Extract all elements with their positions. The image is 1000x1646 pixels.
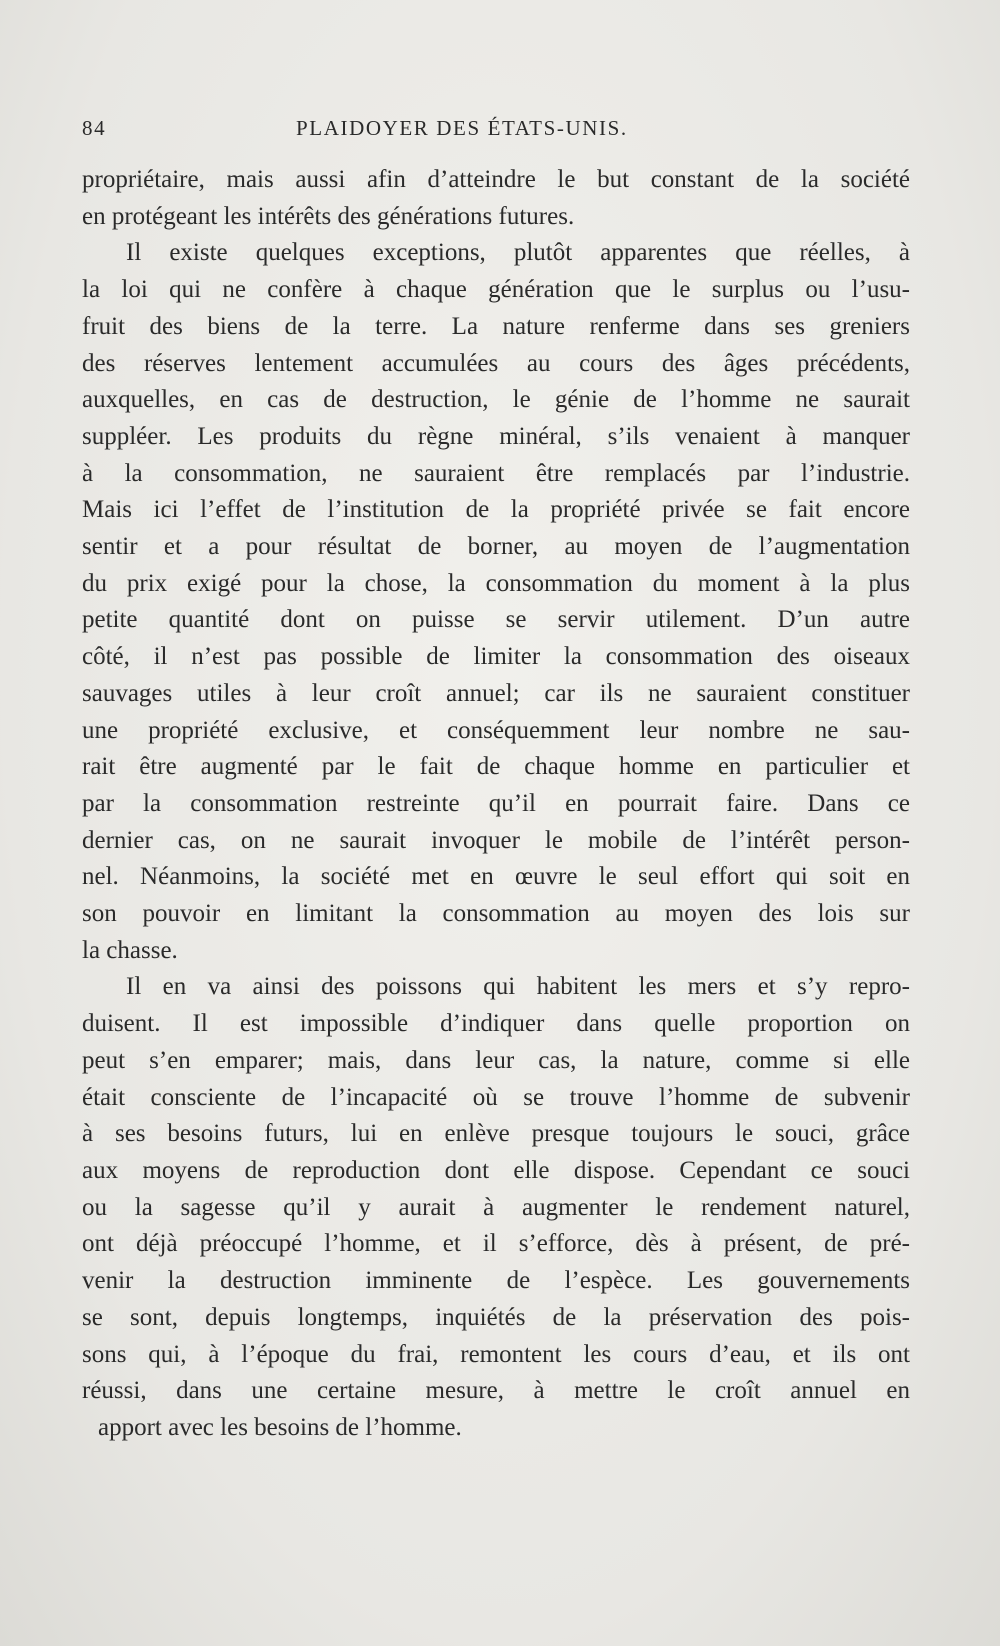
text-line: se sont, depuis longtemps, inquiétés de la préservation des pois- — [82, 1303, 910, 1331]
text-line: fruit des biens de la terre. La nature renferme dans ses greniers — [82, 312, 910, 340]
text-line: son pouvoir en limitant la consommation au moyen des lois sur — [82, 900, 910, 928]
text-line: ont déjà préoccupé l’homme, et il s’efforce, dès à présent, de pré- — [82, 1230, 910, 1258]
text-line: suppléer. Les produits du règne minéral, s’ils venaient à manquer — [82, 422, 910, 450]
text-line: venir la destruction imminente de l’espèce. Les gouvernements — [82, 1267, 910, 1295]
text-line: était consciente de l’incapacité où se trouve l’homme de subvenir — [82, 1083, 910, 1111]
text-line: auxquelles, en cas de destruction, le génie de l’homme ne saurait — [82, 386, 910, 414]
text-line: des réserves lentement accumulées au cours des âges précédents, — [82, 349, 910, 377]
paragraph-1 — [82, 162, 910, 235]
text-line: la loi qui ne confère à chaque génération que le surplus ou l’usu- — [82, 276, 910, 304]
paragraph-3 — [82, 969, 910, 1446]
text-line: peut s’en emparer; mais, dans leur cas, la nature, comme si elle — [82, 1046, 910, 1074]
text-line: par la consommation restreinte qu’il en pourrait faire. Dans ce — [82, 789, 910, 817]
text-line: rait être augmenté par le fait de chaque homme en particulier et — [82, 753, 910, 781]
page-number: 84 — [82, 116, 107, 140]
text-line: en protégeant les intérêts des générations futures. — [82, 202, 575, 230]
running-head — [82, 116, 910, 144]
text-line: sauvages utiles à leur croît annuel; car ils ne sauraient constituer — [82, 679, 910, 707]
text-line: à ses besoins futurs, lui en enlève presque toujours le souci, grâce — [82, 1120, 910, 1148]
text-line: Il en va ainsi des poissons qui habitent les mers et s’y repro- — [126, 973, 910, 1001]
text-line: côté, il n’est pas possible de limiter la consommation des oiseaux — [82, 643, 910, 671]
body-text — [82, 162, 910, 1447]
text-line: petite quantité dont on puisse se servir utilement. D’un autre — [82, 606, 910, 634]
text-line: duisent. Il est impossible d’indiquer dans quelle proportion on — [82, 1010, 910, 1038]
text-line: une propriété exclusive, et conséquemment leur nombre ne sau- — [82, 716, 910, 744]
text-line: ou la sagesse qu’il y aurait à augmenter le rendement naturel, — [82, 1193, 910, 1221]
text-line: nel. Néanmoins, la société met en œuvre le seul effort qui soit en — [82, 863, 910, 891]
text-line: Il existe quelques exceptions, plutôt apparentes que réelles, à — [126, 239, 910, 267]
text-line: Mais ici l’effet de l’institution de la propriété privée se fait encore — [82, 496, 910, 524]
paragraph-2 — [82, 235, 910, 969]
text-line: dernier cas, on ne saurait invoquer le mobile de l’intérêt person- — [82, 826, 910, 854]
running-title: PLAIDOYER DES ÉTATS-UNIS. — [296, 116, 628, 140]
text-line: la chasse. — [82, 936, 178, 964]
text-line: sons qui, à l’époque du frai, remontent les cours d’eau, et ils ont — [82, 1340, 910, 1368]
text-line: propriétaire, mais aussi afin d’atteindre le but constant de la société — [82, 166, 910, 193]
text-line: du prix exigé pour la chose, la consommation du moment à la plus — [82, 569, 910, 597]
text-line: apport avec les besoins de l’homme. — [98, 1413, 462, 1441]
text-line: réussi, dans une certaine mesure, à mettre le croît annuel en — [82, 1377, 910, 1405]
text-line: à la consommation, ne sauraient être remplacés par l’industrie. — [82, 459, 910, 487]
text-line: aux moyens de reproduction dont elle dispose. Cependant ce souci — [82, 1156, 910, 1184]
text-line: sentir et a pour résultat de borner, au moyen de l’augmentation — [82, 533, 910, 561]
